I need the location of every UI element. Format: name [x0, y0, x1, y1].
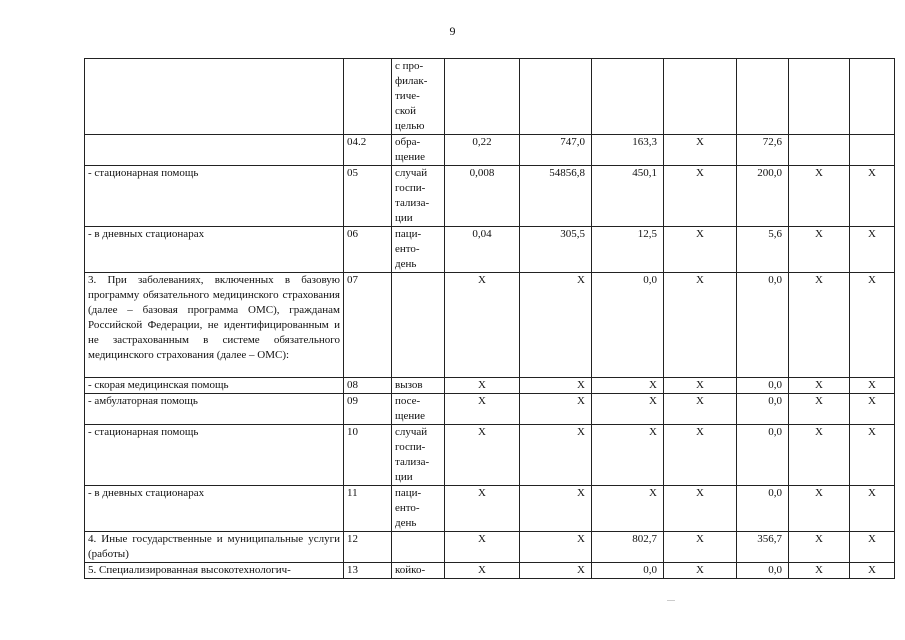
row-unit-cell: паци- енто- день — [392, 227, 445, 273]
row-code-cell: 08 — [344, 378, 392, 394]
value-cell: 0,0 — [737, 563, 789, 579]
value-cell — [737, 59, 789, 135]
table-row — [85, 532, 895, 563]
value-cell — [789, 135, 850, 166]
value-cell — [592, 59, 664, 135]
value-cell: Х — [445, 563, 520, 579]
row-code-cell: 11 — [344, 486, 392, 532]
value-cell: Х — [664, 532, 737, 563]
value-cell: 0,22 — [445, 135, 520, 166]
table-row — [85, 227, 895, 273]
value-cell: Х — [664, 425, 737, 486]
value-cell — [850, 135, 895, 166]
value-cell: 0,0 — [737, 273, 789, 378]
value-cell: Х — [520, 378, 592, 394]
value-cell: Х — [520, 563, 592, 579]
table-row — [85, 394, 895, 425]
row-unit-cell: с про- филак- тиче- ской целью — [392, 59, 445, 135]
value-cell: Х — [445, 394, 520, 425]
row-code-cell: 04.2 — [344, 135, 392, 166]
scan-mark — [667, 600, 675, 601]
row-code-cell: 12 — [344, 532, 392, 563]
value-cell: Х — [445, 425, 520, 486]
value-cell: Х — [850, 486, 895, 532]
value-cell: Х — [789, 486, 850, 532]
row-name-cell: 4. Иные государственные и муниципальные услуги (работы) — [85, 532, 344, 563]
row-code-cell: 07 — [344, 273, 392, 378]
row-name-cell: - стационарная помощь — [85, 166, 344, 227]
value-cell: 0,0 — [737, 394, 789, 425]
value-cell: Х — [664, 394, 737, 425]
row-name-cell: 3. При заболеваниях, включенных в базовую программу обязательного медицинского страхования (далее – базовая программа ОМС), гражданам Российской Федерации, не идентифицированным и не застрахованным в системе обязательного медицинского страхования (далее – ОМС): — [85, 273, 344, 378]
table-row — [85, 486, 895, 532]
value-cell: 5,6 — [737, 227, 789, 273]
row-name-cell — [85, 135, 344, 166]
value-cell: Х — [592, 394, 664, 425]
row-unit-cell: случай госпи- тализа- ции — [392, 425, 445, 486]
value-cell: Х — [664, 378, 737, 394]
value-cell: Х — [445, 532, 520, 563]
value-cell: Х — [520, 394, 592, 425]
row-unit-cell: паци- енто- день — [392, 486, 445, 532]
value-cell: Х — [520, 425, 592, 486]
value-cell: Х — [789, 563, 850, 579]
row-code-cell — [344, 59, 392, 135]
value-cell: Х — [789, 273, 850, 378]
row-unit-cell: койко- — [392, 563, 445, 579]
value-cell: 0,0 — [592, 563, 664, 579]
row-unit-cell: случай госпи- тализа- ции — [392, 166, 445, 227]
value-cell: 356,7 — [737, 532, 789, 563]
value-cell: Х — [850, 563, 895, 579]
row-unit-cell: обра- щение — [392, 135, 445, 166]
row-name-cell — [85, 59, 344, 135]
value-cell: Х — [664, 227, 737, 273]
value-cell: Х — [850, 378, 895, 394]
value-cell: 0,0 — [737, 378, 789, 394]
row-code-cell: 10 — [344, 425, 392, 486]
value-cell: 0,0 — [737, 486, 789, 532]
table-row — [85, 59, 895, 135]
row-name-cell: - амбулаторная помощь — [85, 394, 344, 425]
value-cell: Х — [664, 135, 737, 166]
row-name-cell: - стационарная помощь — [85, 425, 344, 486]
table-row — [85, 425, 895, 486]
row-name-cell: - в дневных стационарах — [85, 227, 344, 273]
table-row — [85, 378, 895, 394]
value-cell: Х — [850, 532, 895, 563]
row-unit-cell — [392, 273, 445, 378]
row-unit-cell: посе- щение — [392, 394, 445, 425]
row-code-cell: 06 — [344, 227, 392, 273]
value-cell: 54856,8 — [520, 166, 592, 227]
value-cell: 747,0 — [520, 135, 592, 166]
value-cell: Х — [445, 273, 520, 378]
row-name-cell: 5. Специализированная высокотехнологич- — [85, 563, 344, 579]
table-row — [85, 563, 895, 579]
value-cell: Х — [664, 273, 737, 378]
value-cell: 163,3 — [592, 135, 664, 166]
value-cell: Х — [789, 425, 850, 486]
data-table — [84, 58, 895, 579]
value-cell: Х — [664, 166, 737, 227]
row-code-cell: 09 — [344, 394, 392, 425]
page-number: 9 — [449, 24, 456, 38]
value-cell: Х — [445, 486, 520, 532]
value-cell: 200,0 — [737, 166, 789, 227]
value-cell: Х — [789, 166, 850, 227]
value-cell: 305,5 — [520, 227, 592, 273]
value-cell: Х — [592, 378, 664, 394]
value-cell: Х — [520, 486, 592, 532]
value-cell: Х — [850, 166, 895, 227]
value-cell: Х — [520, 273, 592, 378]
value-cell: 0,0 — [592, 273, 664, 378]
value-cell: Х — [445, 378, 520, 394]
value-cell: Х — [592, 425, 664, 486]
value-cell: Х — [789, 227, 850, 273]
value-cell: 450,1 — [592, 166, 664, 227]
value-cell: Х — [520, 532, 592, 563]
value-cell: Х — [664, 486, 737, 532]
value-cell: 802,7 — [592, 532, 664, 563]
value-cell — [850, 59, 895, 135]
value-cell — [664, 59, 737, 135]
value-cell: Х — [850, 227, 895, 273]
value-cell: 0,04 — [445, 227, 520, 273]
row-code-cell: 13 — [344, 563, 392, 579]
table-row — [85, 166, 895, 227]
value-cell: Х — [789, 378, 850, 394]
value-cell: Х — [592, 486, 664, 532]
value-cell: Х — [664, 563, 737, 579]
table-row — [85, 273, 895, 378]
value-cell: Х — [850, 425, 895, 486]
value-cell: 72,6 — [737, 135, 789, 166]
row-name-cell: - в дневных стационарах — [85, 486, 344, 532]
value-cell — [520, 59, 592, 135]
value-cell: Х — [789, 532, 850, 563]
row-unit-cell — [392, 532, 445, 563]
value-cell: Х — [850, 273, 895, 378]
value-cell: 0,008 — [445, 166, 520, 227]
value-cell — [445, 59, 520, 135]
value-cell: Х — [850, 394, 895, 425]
row-name-cell: - скорая медицинская помощь — [85, 378, 344, 394]
table-row — [85, 135, 895, 166]
value-cell — [789, 59, 850, 135]
value-cell: 12,5 — [592, 227, 664, 273]
row-code-cell: 05 — [344, 166, 392, 227]
value-cell: 0,0 — [737, 425, 789, 486]
row-unit-cell: вызов — [392, 378, 445, 394]
value-cell: Х — [789, 394, 850, 425]
